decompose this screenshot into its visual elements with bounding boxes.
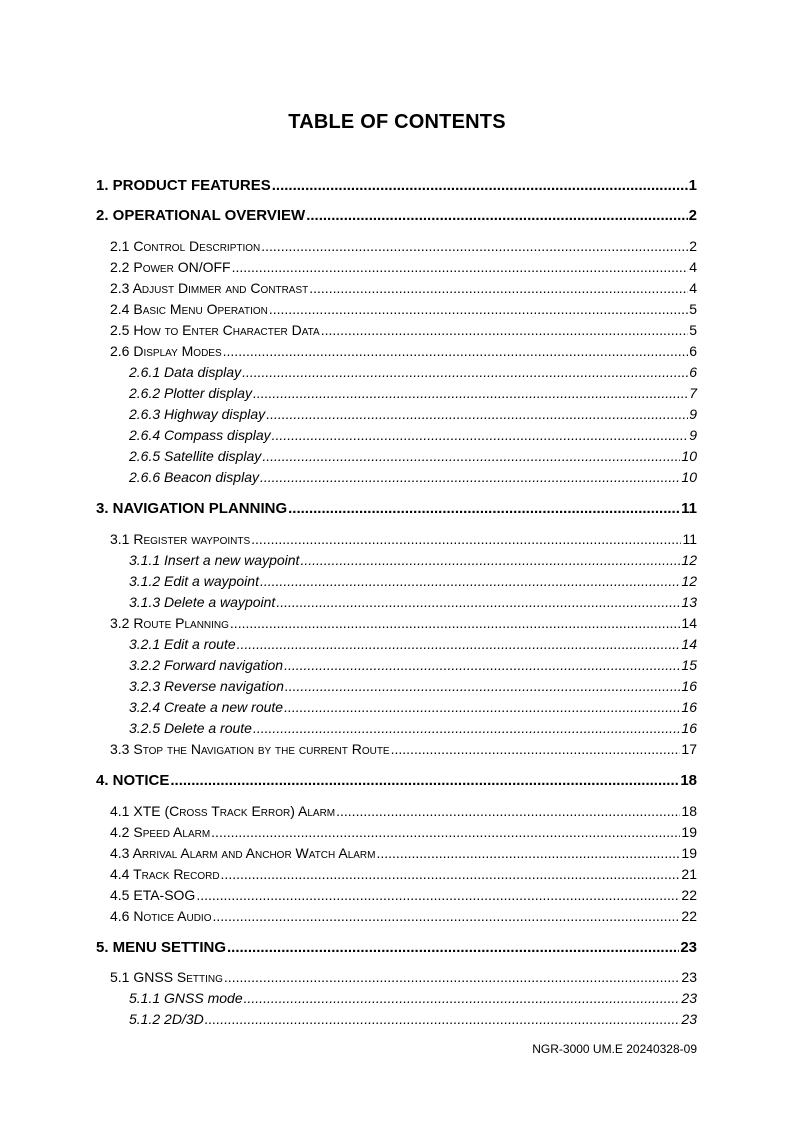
toc-entry-page-number: 22 — [681, 887, 697, 903]
toc-entry-label: 2.3 Adjust Dimmer and Contrast — [110, 280, 309, 296]
toc-entry[interactable] — [129, 720, 697, 737]
dot-leader — [224, 969, 681, 986]
dot-leader — [221, 866, 681, 883]
toc-entry[interactable] — [110, 615, 697, 632]
toc-entry-page-number: 12 — [681, 552, 697, 568]
toc-entry-label: 2.6.6 Beacon display — [129, 469, 259, 485]
toc-entry-label: 2.6.2 Plotter display — [129, 385, 252, 401]
toc-entry-label: 2.6.5 Satellite display — [129, 448, 262, 464]
dot-leader — [262, 448, 680, 465]
toc-entry-page-number: 10 — [681, 448, 697, 464]
toc-entry-page-number: 19 — [681, 824, 697, 840]
toc-entry-page-number: 4 — [689, 259, 697, 275]
toc-entry-label: 2.6.3 Highway display — [129, 406, 266, 422]
toc-entry[interactable] — [129, 594, 697, 611]
toc-entry-page-number: 16 — [681, 699, 697, 715]
dot-leader — [321, 322, 689, 339]
dot-leader — [253, 385, 688, 402]
toc-entry-label: 3.2.3 Reverse navigation — [129, 678, 284, 694]
document-footer: NGR-3000 UM.E 20240328-09 — [532, 1042, 697, 1056]
toc-entry[interactable] — [96, 500, 697, 517]
toc-entry-label: 3.1.1 Insert a new waypoint — [129, 552, 300, 568]
toc-entry-page-number: 14 — [681, 615, 697, 631]
toc-entry[interactable] — [96, 177, 697, 194]
dot-leader — [391, 741, 681, 758]
toc-entry-page-number: 12 — [681, 573, 697, 589]
toc-entry-label: 5.1 GNSS Setting — [110, 969, 223, 985]
dot-leader — [196, 887, 680, 904]
toc-entry-page-number: 14 — [681, 636, 697, 652]
dot-leader — [285, 678, 681, 695]
toc-entry-label: 3. NAVIGATION PLANNING — [96, 500, 288, 517]
dot-leader — [232, 259, 689, 276]
toc-entry[interactable] — [129, 427, 697, 444]
toc-entry-label: 2.6 Display Modes — [110, 343, 222, 359]
toc-entry-page-number: 19 — [681, 845, 697, 861]
toc-entry-label: 3.2.1 Edit a route — [129, 636, 236, 652]
toc-entry-page-number: 9 — [689, 427, 697, 443]
toc-entry-page-number: 5 — [689, 301, 697, 317]
dot-leader — [242, 364, 688, 381]
toc-entry[interactable] — [129, 699, 697, 716]
toc-entry-page-number: 4 — [689, 280, 697, 296]
toc-entry-label: 3.1 Register waypoints — [110, 531, 251, 547]
toc-entry[interactable] — [110, 238, 697, 255]
dot-leader — [300, 552, 680, 569]
toc-entry-page-number: 2 — [688, 207, 697, 224]
toc-entry[interactable] — [110, 887, 697, 904]
toc-entry-label: 2.6.1 Data display — [129, 364, 242, 380]
toc-entry-label: 3.2.2 Forward navigation — [129, 657, 284, 673]
toc-entry-label: 4.4 Track Record — [110, 866, 220, 882]
dot-leader — [276, 594, 680, 611]
toc-entry[interactable] — [110, 259, 697, 276]
toc-entry[interactable] — [96, 772, 697, 789]
toc-entry[interactable] — [110, 322, 697, 339]
toc-entry[interactable] — [129, 385, 697, 402]
dot-leader — [260, 469, 680, 486]
toc-entry[interactable] — [129, 990, 697, 1007]
dot-leader — [227, 939, 679, 956]
toc-entry-page-number: 7 — [689, 385, 697, 401]
toc-entry-page-number: 22 — [681, 908, 697, 924]
dot-leader — [272, 177, 688, 194]
toc-entry[interactable] — [110, 803, 697, 820]
toc-entry-page-number: 16 — [681, 720, 697, 736]
toc-entry-label: 3.2 Route Planning — [110, 615, 229, 631]
toc-entry-label: 3.2.4 Create a new route — [129, 699, 284, 715]
toc-entry[interactable] — [129, 1011, 697, 1028]
toc-entry-label: 2.2 Power ON/OFF — [110, 259, 231, 275]
toc-entry-page-number: 6 — [689, 343, 697, 359]
dot-leader — [260, 573, 680, 590]
toc-entry-label: 2.1 Control Description — [110, 238, 261, 254]
toc-entry[interactable] — [129, 406, 697, 423]
toc-entry[interactable] — [96, 939, 697, 956]
toc-entry[interactable] — [110, 280, 697, 297]
dot-leader — [288, 500, 680, 517]
toc-entry[interactable] — [129, 678, 697, 695]
dot-leader — [336, 803, 680, 820]
dot-leader — [251, 531, 681, 548]
toc-entry-page-number: 16 — [681, 678, 697, 694]
dot-leader — [376, 845, 680, 862]
toc-entry-label: 4.2 Speed Alarm — [110, 824, 211, 840]
toc-entry[interactable] — [129, 552, 697, 569]
toc-entry[interactable] — [110, 824, 697, 841]
toc-entry-page-number: 17 — [681, 741, 697, 757]
toc-entry[interactable] — [129, 657, 697, 674]
toc-entry-page-number: 15 — [681, 657, 697, 673]
dot-leader — [212, 908, 680, 925]
toc-entry[interactable] — [110, 969, 697, 986]
dot-leader — [244, 990, 681, 1007]
dot-leader — [306, 207, 687, 224]
toc-entry-page-number: 18 — [680, 772, 697, 789]
dot-leader — [230, 615, 681, 632]
toc-entry-page-number: 10 — [681, 469, 697, 485]
toc-entry-page-number: 2 — [689, 238, 697, 254]
toc-entry-page-number: 11 — [682, 531, 697, 547]
toc-entry-label: 1. PRODUCT FEATURES — [96, 177, 271, 194]
dot-leader — [269, 301, 688, 318]
toc-entry-page-number: 9 — [689, 406, 697, 422]
toc-entry[interactable] — [110, 531, 697, 548]
toc-entry-page-number: 23 — [680, 939, 697, 956]
toc-entry-label: 5.1.1 GNSS mode — [129, 990, 243, 1006]
dot-leader — [284, 699, 680, 716]
toc-entry[interactable] — [110, 908, 697, 925]
dot-leader — [261, 238, 688, 255]
dot-leader — [309, 280, 688, 297]
toc-entry[interactable] — [129, 448, 697, 465]
toc-entry-page-number: 13 — [681, 594, 697, 610]
toc-entry-label: 2.6.4 Compass display — [129, 427, 271, 443]
toc-entry-label: 2.5 How to Enter Character Data — [110, 322, 320, 338]
toc-entry-page-number: 11 — [681, 500, 697, 517]
toc-entry[interactable] — [96, 207, 697, 224]
toc-entry[interactable] — [129, 364, 697, 381]
toc-entry[interactable] — [129, 573, 697, 590]
toc-entry-label: 5. MENU SETTING — [96, 939, 227, 956]
dot-leader — [205, 1011, 681, 1028]
dot-leader — [223, 343, 689, 360]
dot-leader — [211, 824, 680, 841]
toc-entry[interactable] — [110, 343, 697, 360]
dot-leader — [237, 636, 681, 653]
toc-entry[interactable] — [129, 636, 697, 653]
toc-entry-label: 2. OPERATIONAL OVERVIEW — [96, 207, 306, 224]
toc-entry[interactable] — [110, 741, 697, 758]
toc-entry-page-number: 23 — [681, 1011, 697, 1027]
toc-entry-label: 3.1.3 Delete a waypoint — [129, 594, 276, 610]
toc-entry-label: 4.1 XTE (Cross Track Error) Alarm — [110, 803, 336, 819]
toc-entry-page-number: 1 — [688, 177, 697, 194]
toc-entry[interactable] — [110, 845, 697, 862]
toc-entry[interactable] — [129, 469, 697, 486]
toc-entry-page-number: 21 — [681, 866, 697, 882]
toc-entry-label: 3.3 Stop the Navigation by the current Route — [110, 741, 390, 757]
toc-entry-page-number: 18 — [681, 803, 697, 819]
toc-entry-label: 4.3 Arrival Alarm and Anchor Watch Alarm — [110, 845, 376, 861]
toc-entry-page-number: 23 — [681, 969, 697, 985]
toc-entry-label: 5.1.2 2D/3D — [129, 1011, 204, 1027]
dot-leader — [170, 772, 679, 789]
dot-leader — [272, 427, 689, 444]
toc-entry-page-number: 6 — [689, 364, 697, 380]
toc-entry-page-number: 5 — [689, 322, 697, 338]
toc-entry[interactable] — [110, 866, 697, 883]
dot-leader — [284, 657, 680, 674]
toc-entry-label: 3.1.2 Edit a waypoint — [129, 573, 259, 589]
dot-leader — [266, 406, 688, 423]
toc-entry-page-number: 23 — [681, 990, 697, 1006]
dot-leader — [253, 720, 680, 737]
toc-entry-label: 3.2.5 Delete a route — [129, 720, 252, 736]
page-title: TABLE OF CONTENTS — [288, 111, 506, 133]
toc-entry-label: 4.5 ETA-SOG — [110, 887, 196, 903]
toc-entry-label: 2.4 Basic Menu Operation — [110, 301, 268, 317]
toc-entry[interactable] — [110, 301, 697, 318]
toc-entry-label: 4.6 Notice Audio — [110, 908, 212, 924]
toc-entry-label: 4. NOTICE — [96, 772, 170, 789]
